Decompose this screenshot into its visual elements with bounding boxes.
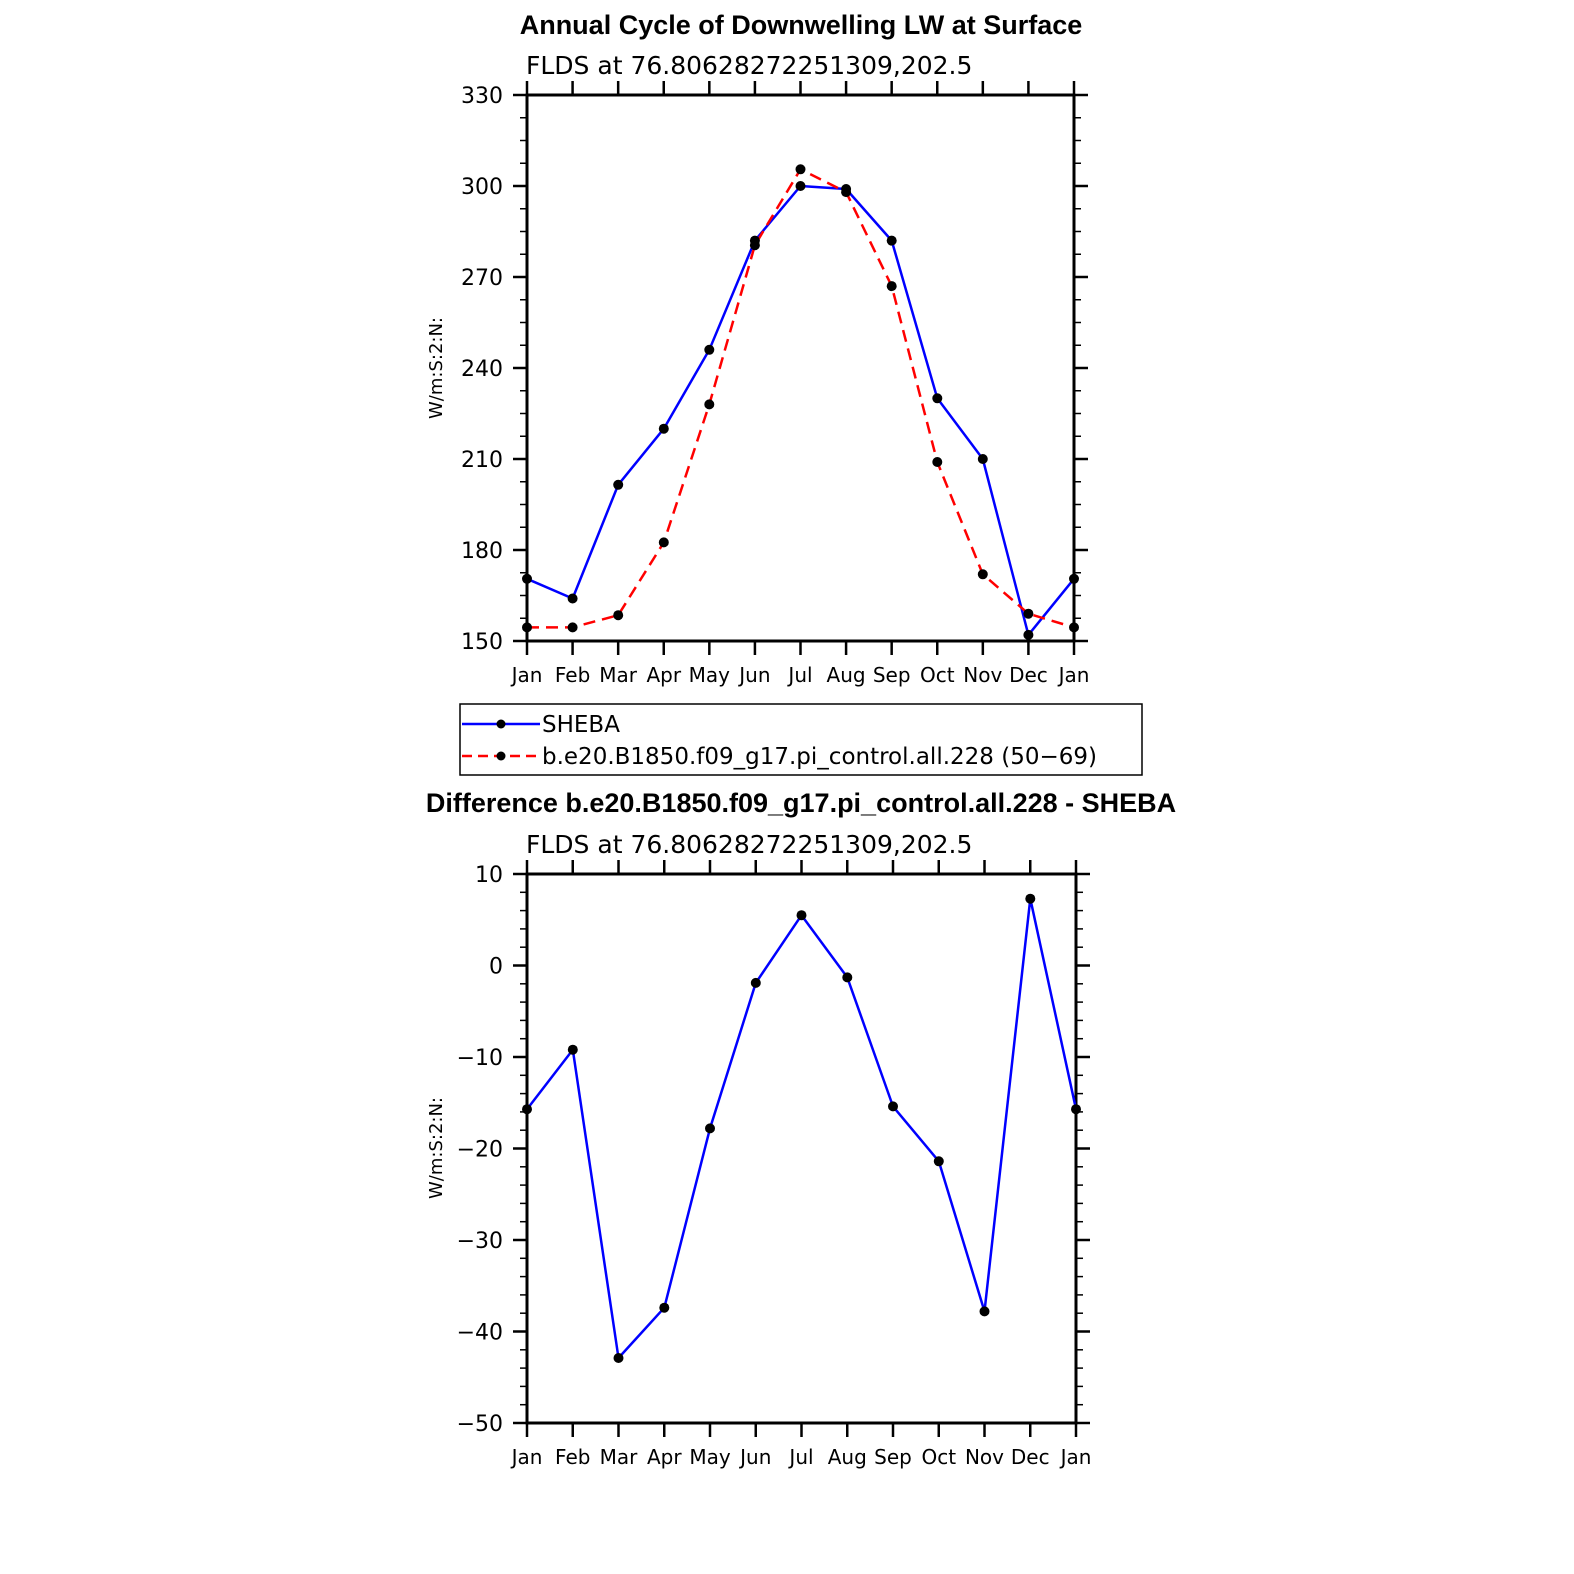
data-point: [841, 187, 851, 197]
series-line-0: [527, 186, 1074, 635]
x-tick-label: Feb: [554, 663, 591, 687]
data-point: [659, 1303, 669, 1313]
data-point: [796, 181, 806, 191]
x-tick-label: Aug: [826, 663, 866, 687]
y-tick-label: −20: [456, 1137, 503, 1163]
x-tick-label: Dec: [1009, 663, 1048, 687]
y-tick-label: 210: [461, 448, 503, 473]
chart-title: Annual Cycle of Downwelling LW at Surface: [519, 10, 1083, 40]
difference-panel: [426, 788, 1176, 1469]
data-point: [522, 574, 532, 584]
data-point: [1023, 630, 1033, 640]
y-tick-label: 240: [461, 357, 503, 382]
data-point: [659, 424, 669, 434]
data-point: [797, 910, 807, 920]
x-tick-label: Jan: [511, 663, 543, 687]
data-point: [568, 1045, 578, 1055]
y-tick-label: 330: [461, 84, 503, 109]
data-point: [568, 622, 578, 632]
y-tick-label: 180: [461, 539, 503, 564]
data-point: [1069, 574, 1079, 584]
annual-cycle-panel: [426, 10, 1089, 687]
y-tick-label: 150: [461, 630, 503, 655]
y-tick-label: 270: [461, 266, 503, 291]
data-point: [932, 393, 942, 403]
x-tick-label: Jan: [511, 1445, 543, 1469]
x-tick-label: Feb: [555, 1445, 591, 1469]
data-point: [522, 622, 532, 632]
data-point: [1025, 894, 1035, 904]
plot-area: [457, 860, 1092, 1469]
x-tick-label: Mar: [599, 1445, 638, 1469]
x-tick-label: Jul: [788, 663, 813, 687]
y-tick-label: 10: [475, 863, 503, 888]
x-tick-label: Aug: [827, 1445, 867, 1469]
data-point: [842, 972, 852, 982]
series-line-1: [527, 169, 1074, 627]
data-point: [614, 1353, 624, 1363]
y-tick-label: −30: [456, 1229, 503, 1254]
chart-subtitle: FLDS at 76.80628272251309,202.5: [526, 51, 973, 80]
x-tick-label: Jan: [1060, 1445, 1092, 1469]
data-point: [568, 594, 578, 604]
legend-sheba-label: SHEBA: [542, 712, 620, 738]
data-point: [750, 240, 760, 250]
data-point: [522, 1104, 532, 1114]
data-point: [978, 454, 988, 464]
legend: [460, 704, 1142, 775]
plot-frame: [527, 874, 1076, 1423]
y-tick-label: 0: [489, 954, 503, 980]
y-tick-label: −10: [456, 1046, 503, 1071]
data-point: [613, 610, 623, 620]
x-tick-label: Jun: [739, 663, 771, 687]
data-point: [704, 399, 714, 409]
x-tick-label: May: [688, 663, 731, 687]
legend-model-label: b.e20.B1850.f09_g17.pi_control.all.228 (50−69): [542, 744, 1097, 770]
data-point: [978, 569, 988, 579]
chart-title: Difference b.e20.B1850.f09_g17.pi_control.all.228 - SHEBA: [425, 788, 1177, 818]
x-tick-label: May: [689, 1445, 731, 1469]
data-point: [659, 537, 669, 547]
legend-sheba-marker: [497, 720, 506, 729]
x-tick-label: Sep: [874, 1445, 912, 1469]
x-tick-label: Jul: [789, 1445, 814, 1469]
data-point: [796, 164, 806, 174]
data-point: [887, 236, 897, 246]
legend-model-marker: [497, 752, 506, 761]
y-tick-label: −40: [456, 1320, 503, 1346]
y-axis-label: W/m:S:2:N:: [426, 1097, 447, 1199]
x-tick-label: Apr: [646, 663, 682, 687]
plot-frame: [527, 95, 1074, 641]
data-point: [1023, 609, 1033, 619]
y-tick-label: 300: [461, 175, 503, 200]
x-tick-label: Jun: [740, 1445, 772, 1469]
x-tick-label: Apr: [646, 1445, 682, 1469]
x-tick-label: Dec: [1010, 1445, 1050, 1469]
data-point: [1071, 1104, 1081, 1114]
data-point: [932, 457, 942, 467]
plot-area: [461, 81, 1089, 687]
data-point: [888, 1101, 898, 1111]
data-point: [613, 480, 623, 490]
data-point: [980, 1306, 990, 1316]
x-tick-label: Sep: [872, 663, 911, 687]
data-point: [934, 1156, 944, 1166]
x-tick-label: Oct: [919, 663, 955, 687]
series-line-0: [527, 899, 1076, 1358]
x-tick-label: Jan: [1058, 663, 1090, 687]
x-tick-label: Nov: [964, 1445, 1005, 1469]
data-point: [1069, 622, 1079, 632]
y-axis-label: W/m:S:2:N:: [426, 317, 447, 419]
y-tick-label: −50: [456, 1412, 503, 1437]
x-tick-label: Nov: [963, 663, 1003, 687]
chart-subtitle: FLDS at 76.80628272251309,202.5: [526, 830, 973, 859]
x-tick-label: Oct: [921, 1445, 957, 1469]
x-tick-label: Mar: [599, 663, 638, 687]
data-point: [704, 345, 714, 355]
data-point: [751, 978, 761, 988]
data-point: [705, 1123, 715, 1133]
data-point: [887, 281, 897, 291]
